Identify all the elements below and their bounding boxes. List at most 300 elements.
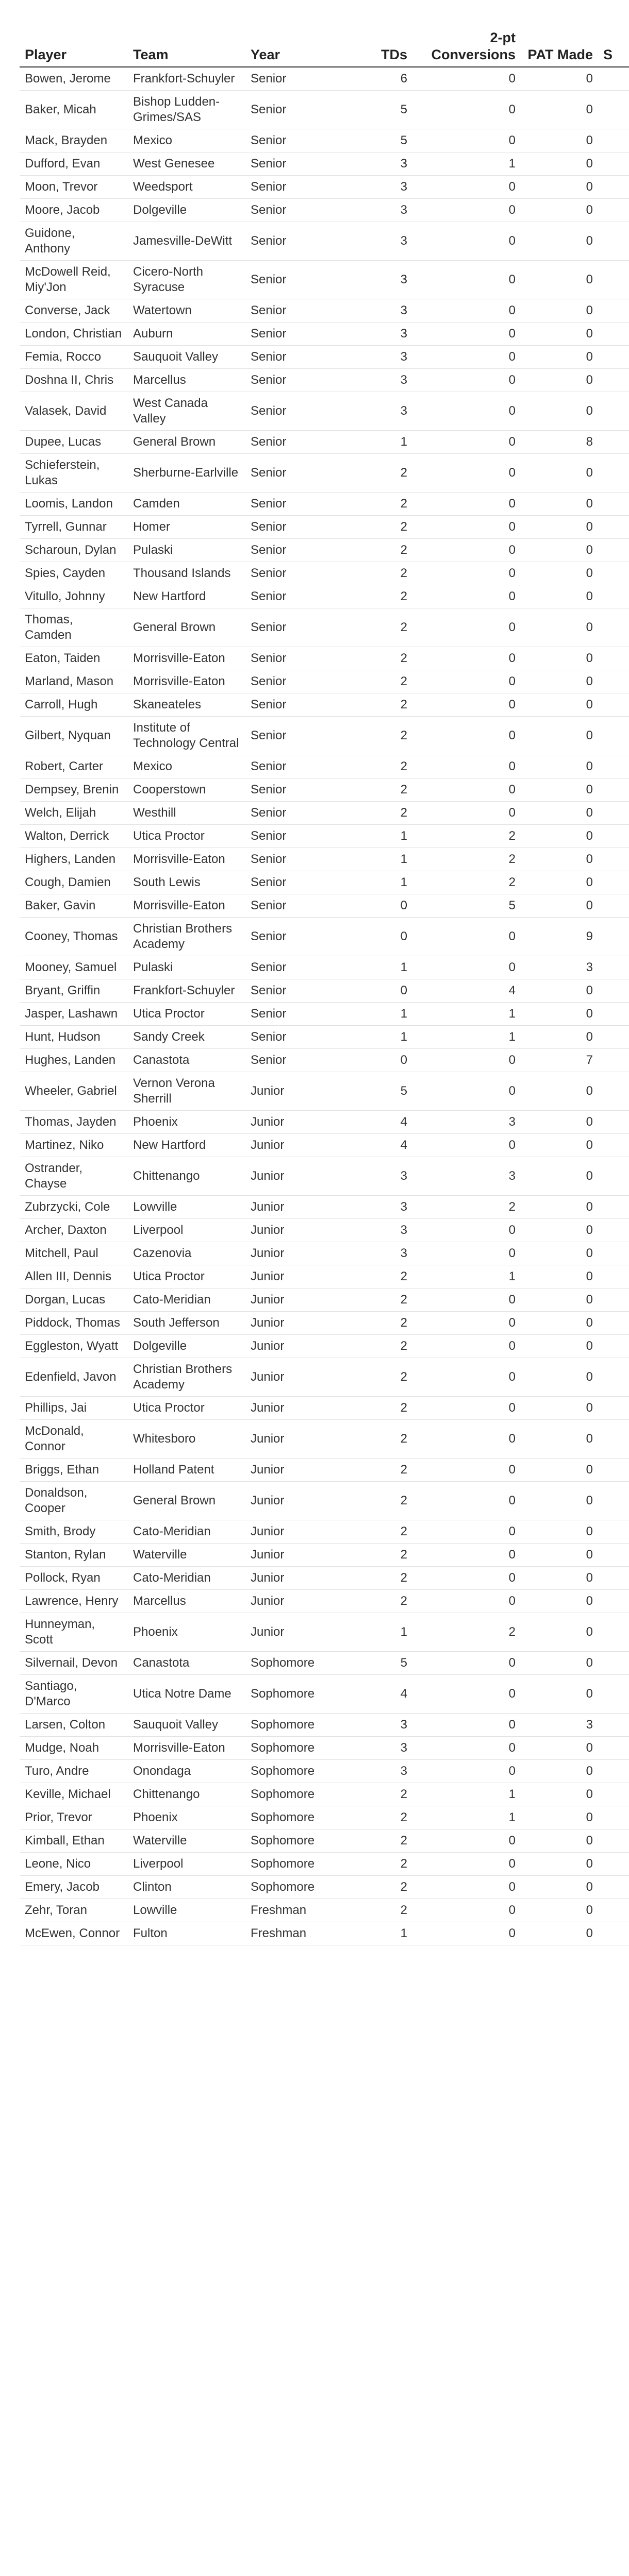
table-row	[20, 454, 629, 493]
table-row	[20, 1397, 629, 1420]
cell-pat: 0	[521, 369, 598, 392]
cell-player: Dufford, Evan	[20, 152, 128, 176]
table-row	[20, 1312, 629, 1335]
cell-team: Cato-Meridian	[128, 1289, 245, 1312]
cell-year: Senior	[245, 670, 351, 693]
cell-year: Junior	[245, 1265, 351, 1289]
cell-team: Waterville	[128, 1544, 245, 1567]
cell-year: Senior	[245, 894, 351, 918]
cell-year: Sophomore	[245, 1876, 351, 1899]
cell-conversions: 0	[412, 261, 521, 299]
table-row	[20, 1335, 629, 1358]
cell-team: General Brown	[128, 608, 245, 647]
cell-pat: 0	[521, 1420, 598, 1459]
cell-conversions: 3	[412, 1111, 521, 1134]
table-row	[20, 516, 629, 539]
column-header-pat[interactable]: PAT Made	[521, 21, 598, 67]
cell-year: Senior	[245, 369, 351, 392]
table-row	[20, 1806, 629, 1829]
cell-year: Senior	[245, 454, 351, 493]
cell-conversions: 1	[412, 1026, 521, 1049]
cell-extra	[598, 323, 629, 346]
cell-year: Sophomore	[245, 1806, 351, 1829]
table-row	[20, 91, 629, 129]
cell-extra	[598, 454, 629, 493]
cell-year: Senior	[245, 91, 351, 129]
cell-pat: 0	[521, 1482, 598, 1520]
cell-year: Senior	[245, 717, 351, 755]
cell-tds: 4	[351, 1675, 412, 1714]
cell-extra	[598, 802, 629, 825]
cell-extra	[598, 778, 629, 802]
cell-extra	[598, 67, 629, 91]
cell-player: Tyrrell, Gunnar	[20, 516, 128, 539]
cell-year: Sophomore	[245, 1829, 351, 1853]
cell-tds: 0	[351, 894, 412, 918]
cell-year: Senior	[245, 323, 351, 346]
cell-year: Junior	[245, 1289, 351, 1312]
cell-tds: 2	[351, 1567, 412, 1590]
cell-team: Mexico	[128, 755, 245, 778]
cell-extra	[598, 979, 629, 1003]
cell-player: Bryant, Griffin	[20, 979, 128, 1003]
cell-year: Sophomore	[245, 1760, 351, 1783]
table-row	[20, 1737, 629, 1760]
cell-pat: 0	[521, 199, 598, 222]
cell-team: Christian Brothers Academy	[128, 918, 245, 956]
cell-conversions: 0	[412, 585, 521, 608]
table-row	[20, 199, 629, 222]
cell-team: Dolgeville	[128, 1335, 245, 1358]
cell-tds: 2	[351, 1899, 412, 1922]
cell-tds: 2	[351, 1590, 412, 1613]
cell-conversions: 0	[412, 1459, 521, 1482]
cell-player: Highers, Landen	[20, 848, 128, 871]
cell-pat: 0	[521, 1899, 598, 1922]
cell-tds: 1	[351, 956, 412, 979]
cell-pat: 0	[521, 516, 598, 539]
column-header-conversions[interactable]: 2-pt Conversions	[412, 21, 521, 67]
cell-tds: 2	[351, 1265, 412, 1289]
cell-tds: 3	[351, 1760, 412, 1783]
cell-conversions: 0	[412, 1652, 521, 1675]
cell-extra	[598, 1760, 629, 1783]
cell-conversions: 1	[412, 1265, 521, 1289]
cell-extra	[598, 956, 629, 979]
cell-year: Senior	[245, 199, 351, 222]
column-header-player[interactable]: Player	[20, 21, 128, 67]
cell-player: Vitullo, Johnny	[20, 585, 128, 608]
cell-team: Cooperstown	[128, 778, 245, 802]
cell-year: Senior	[245, 392, 351, 431]
cell-extra	[598, 1420, 629, 1459]
cell-player: Robert, Carter	[20, 755, 128, 778]
cell-tds: 2	[351, 1806, 412, 1829]
cell-player: Donaldson, Cooper	[20, 1482, 128, 1520]
cell-conversions: 0	[412, 1544, 521, 1567]
cell-pat: 0	[521, 1760, 598, 1783]
cell-player: Cooney, Thomas	[20, 918, 128, 956]
cell-tds: 4	[351, 1134, 412, 1157]
cell-player: Allen III, Dennis	[20, 1265, 128, 1289]
table-row	[20, 608, 629, 647]
cell-tds: 5	[351, 1652, 412, 1675]
table-row	[20, 1783, 629, 1806]
cell-conversions: 0	[412, 299, 521, 323]
table-row	[20, 802, 629, 825]
cell-extra	[598, 848, 629, 871]
cell-tds: 3	[351, 346, 412, 369]
cell-year: Senior	[245, 647, 351, 670]
table-row	[20, 1876, 629, 1899]
table-row	[20, 1003, 629, 1026]
cell-tds: 1	[351, 1003, 412, 1026]
cell-player: Bowen, Jerome	[20, 67, 128, 91]
cell-player: Femia, Rocco	[20, 346, 128, 369]
cell-conversions: 0	[412, 1397, 521, 1420]
cell-conversions: 1	[412, 1783, 521, 1806]
cell-tds: 1	[351, 848, 412, 871]
cell-pat: 0	[521, 1876, 598, 1899]
cell-tds: 1	[351, 871, 412, 894]
cell-tds: 3	[351, 1196, 412, 1219]
column-header-year[interactable]: Year	[245, 21, 351, 67]
cell-extra	[598, 392, 629, 431]
cell-player: Mooney, Samuel	[20, 956, 128, 979]
cell-tds: 2	[351, 1420, 412, 1459]
cell-player: Mitchell, Paul	[20, 1242, 128, 1265]
cell-year: Senior	[245, 539, 351, 562]
cell-pat: 0	[521, 1806, 598, 1829]
cell-extra	[598, 1613, 629, 1652]
cell-team: Lowville	[128, 1899, 245, 1922]
cell-conversions: 0	[412, 1760, 521, 1783]
cell-year: Senior	[245, 346, 351, 369]
cell-pat: 0	[521, 1459, 598, 1482]
cell-team: Camden	[128, 493, 245, 516]
cell-pat: 0	[521, 1853, 598, 1876]
cell-extra	[598, 129, 629, 152]
cell-pat: 0	[521, 1003, 598, 1026]
cell-player: Walton, Derrick	[20, 825, 128, 848]
cell-conversions: 0	[412, 1335, 521, 1358]
cell-tds: 1	[351, 1613, 412, 1652]
cell-year: Senior	[245, 871, 351, 894]
cell-conversions: 0	[412, 562, 521, 585]
cell-pat: 0	[521, 1675, 598, 1714]
cell-team: Liverpool	[128, 1853, 245, 1876]
cell-year: Senior	[245, 299, 351, 323]
cell-conversions: 0	[412, 493, 521, 516]
cell-pat: 0	[521, 454, 598, 493]
cell-player: Cough, Damien	[20, 871, 128, 894]
table-body	[20, 67, 629, 1945]
column-header-extra[interactable]: S	[598, 21, 629, 67]
table-row	[20, 1242, 629, 1265]
cell-year: Junior	[245, 1134, 351, 1157]
cell-tds: 1	[351, 825, 412, 848]
table-row	[20, 392, 629, 431]
cell-player: Carroll, Hugh	[20, 693, 128, 717]
cell-player: Lawrence, Henry	[20, 1590, 128, 1613]
cell-conversions: 0	[412, 1420, 521, 1459]
cell-player: Hunneyman, Scott	[20, 1613, 128, 1652]
cell-pat: 0	[521, 493, 598, 516]
cell-conversions: 0	[412, 956, 521, 979]
header-row	[20, 21, 629, 67]
column-header-team[interactable]: Team	[128, 21, 245, 67]
cell-tds: 3	[351, 392, 412, 431]
cell-team: Phoenix	[128, 1111, 245, 1134]
cell-player: Converse, Jack	[20, 299, 128, 323]
cell-tds: 3	[351, 1242, 412, 1265]
cell-team: Cato-Meridian	[128, 1567, 245, 1590]
cell-tds: 2	[351, 1312, 412, 1335]
cell-conversions: 0	[412, 717, 521, 755]
cell-extra	[598, 91, 629, 129]
cell-year: Senior	[245, 1003, 351, 1026]
cell-pat: 0	[521, 670, 598, 693]
cell-conversions: 0	[412, 1049, 521, 1072]
table-row	[20, 299, 629, 323]
cell-pat: 0	[521, 152, 598, 176]
cell-year: Junior	[245, 1157, 351, 1196]
cell-extra	[598, 1482, 629, 1520]
cell-extra	[598, 1358, 629, 1397]
table-row	[20, 1899, 629, 1922]
cell-team: Morrisville-Eaton	[128, 894, 245, 918]
cell-conversions: 0	[412, 323, 521, 346]
cell-team: Sauquoit Valley	[128, 1714, 245, 1737]
cell-conversions: 2	[412, 848, 521, 871]
cell-extra	[598, 562, 629, 585]
table-row	[20, 152, 629, 176]
cell-tds: 2	[351, 516, 412, 539]
table-row	[20, 956, 629, 979]
cell-conversions: 0	[412, 91, 521, 129]
cell-extra	[598, 1026, 629, 1049]
cell-player: Loomis, Landon	[20, 493, 128, 516]
table-row	[20, 1675, 629, 1714]
cell-team: Utica Proctor	[128, 1003, 245, 1026]
table-row	[20, 1590, 629, 1613]
cell-player: Thomas, Camden	[20, 608, 128, 647]
table-row	[20, 1111, 629, 1134]
cell-pat: 8	[521, 431, 598, 454]
cell-tds: 2	[351, 670, 412, 693]
cell-conversions: 0	[412, 516, 521, 539]
cell-team: Frankfort-Schuyler	[128, 67, 245, 91]
cell-tds: 2	[351, 608, 412, 647]
cell-extra	[598, 1783, 629, 1806]
cell-conversions: 4	[412, 979, 521, 1003]
cell-conversions: 0	[412, 1922, 521, 1945]
cell-team: Watertown	[128, 299, 245, 323]
cell-tds: 6	[351, 67, 412, 91]
cell-tds: 2	[351, 1783, 412, 1806]
cell-team: Clinton	[128, 1876, 245, 1899]
cell-player: Emery, Jacob	[20, 1876, 128, 1899]
cell-conversions: 0	[412, 1675, 521, 1714]
cell-conversions: 0	[412, 369, 521, 392]
cell-year: Sophomore	[245, 1737, 351, 1760]
cell-year: Junior	[245, 1196, 351, 1219]
cell-extra	[598, 1829, 629, 1853]
cell-player: Baker, Gavin	[20, 894, 128, 918]
cell-year: Senior	[245, 778, 351, 802]
cell-conversions: 0	[412, 1520, 521, 1544]
table-row	[20, 1049, 629, 1072]
cell-conversions: 0	[412, 431, 521, 454]
cell-tds: 3	[351, 1737, 412, 1760]
cell-pat: 0	[521, 1219, 598, 1242]
cell-extra	[598, 755, 629, 778]
table-row	[20, 261, 629, 299]
table-row	[20, 871, 629, 894]
cell-pat: 0	[521, 1397, 598, 1420]
cell-team: New Hartford	[128, 1134, 245, 1157]
cell-tds: 3	[351, 1219, 412, 1242]
cell-extra	[598, 199, 629, 222]
cell-extra	[598, 493, 629, 516]
cell-extra	[598, 647, 629, 670]
cell-extra	[598, 1397, 629, 1420]
cell-player: Leone, Nico	[20, 1853, 128, 1876]
cell-year: Senior	[245, 176, 351, 199]
cell-conversions: 0	[412, 1590, 521, 1613]
cell-player: Phillips, Jai	[20, 1397, 128, 1420]
cell-tds: 2	[351, 454, 412, 493]
cell-year: Senior	[245, 1026, 351, 1049]
cell-extra	[598, 1899, 629, 1922]
cell-team: Thousand Islands	[128, 562, 245, 585]
cell-extra	[598, 1737, 629, 1760]
cell-extra	[598, 1003, 629, 1026]
cell-tds: 2	[351, 1289, 412, 1312]
cell-tds: 0	[351, 918, 412, 956]
cell-pat: 0	[521, 802, 598, 825]
cell-extra	[598, 1714, 629, 1737]
cell-year: Senior	[245, 979, 351, 1003]
cell-conversions: 0	[412, 346, 521, 369]
cell-team: Bishop Ludden-Grimes/SAS	[128, 91, 245, 129]
cell-extra	[598, 299, 629, 323]
cell-player: Marland, Mason	[20, 670, 128, 693]
cell-player: Baker, Micah	[20, 91, 128, 129]
cell-conversions: 2	[412, 825, 521, 848]
cell-year: Senior	[245, 693, 351, 717]
cell-conversions: 0	[412, 539, 521, 562]
cell-pat: 0	[521, 222, 598, 261]
cell-conversions: 0	[412, 1242, 521, 1265]
table-row	[20, 670, 629, 693]
cell-extra	[598, 1049, 629, 1072]
cell-pat: 0	[521, 392, 598, 431]
cell-year: Senior	[245, 755, 351, 778]
stats-table	[20, 21, 629, 1945]
table-row	[20, 1829, 629, 1853]
cell-team: Pulaski	[128, 539, 245, 562]
cell-tds: 3	[351, 323, 412, 346]
cell-player: Smith, Brody	[20, 1520, 128, 1544]
table-row	[20, 67, 629, 91]
cell-tds: 0	[351, 1049, 412, 1072]
cell-player: McDowell Reid, Miy'Jon	[20, 261, 128, 299]
cell-player: Hunt, Hudson	[20, 1026, 128, 1049]
table-row	[20, 1358, 629, 1397]
cell-pat: 0	[521, 91, 598, 129]
table-row	[20, 1265, 629, 1289]
cell-tds: 3	[351, 369, 412, 392]
cell-pat: 0	[521, 1520, 598, 1544]
cell-extra	[598, 608, 629, 647]
cell-pat: 0	[521, 894, 598, 918]
cell-pat: 0	[521, 1312, 598, 1335]
table-row	[20, 918, 629, 956]
cell-conversions: 3	[412, 1157, 521, 1196]
cell-pat: 0	[521, 717, 598, 755]
cell-team: General Brown	[128, 1482, 245, 1520]
cell-pat: 0	[521, 1134, 598, 1157]
cell-team: Vernon Verona Sherrill	[128, 1072, 245, 1111]
table-row	[20, 1196, 629, 1219]
cell-year: Junior	[245, 1567, 351, 1590]
cell-team: Chittenango	[128, 1157, 245, 1196]
cell-pat: 0	[521, 299, 598, 323]
table-row	[20, 894, 629, 918]
cell-player: London, Christian	[20, 323, 128, 346]
cell-tds: 2	[351, 693, 412, 717]
cell-team: West Genesee	[128, 152, 245, 176]
cell-conversions: 0	[412, 1358, 521, 1397]
cell-pat: 0	[521, 1590, 598, 1613]
cell-team: West Canada Valley	[128, 392, 245, 431]
cell-tds: 4	[351, 1111, 412, 1134]
cell-pat: 0	[521, 1196, 598, 1219]
cell-pat: 0	[521, 1829, 598, 1853]
cell-year: Freshman	[245, 1899, 351, 1922]
cell-team: Christian Brothers Academy	[128, 1358, 245, 1397]
cell-team: Skaneateles	[128, 693, 245, 717]
cell-pat: 0	[521, 1613, 598, 1652]
cell-conversions: 2	[412, 871, 521, 894]
cell-tds: 2	[351, 717, 412, 755]
cell-player: Briggs, Ethan	[20, 1459, 128, 1482]
cell-conversions: 0	[412, 1482, 521, 1520]
table-row	[20, 825, 629, 848]
cell-team: Chittenango	[128, 1783, 245, 1806]
cell-team: Marcellus	[128, 1590, 245, 1613]
cell-extra	[598, 1242, 629, 1265]
cell-team: South Lewis	[128, 871, 245, 894]
cell-extra	[598, 1520, 629, 1544]
cell-year: Senior	[245, 431, 351, 454]
column-header-tds[interactable]: TDs	[351, 21, 412, 67]
cell-year: Junior	[245, 1520, 351, 1544]
cell-extra	[598, 1590, 629, 1613]
cell-pat: 0	[521, 608, 598, 647]
cell-player: Ostrander, Chayse	[20, 1157, 128, 1196]
cell-year: Senior	[245, 956, 351, 979]
cell-pat: 0	[521, 346, 598, 369]
cell-conversions: 0	[412, 1737, 521, 1760]
cell-player: Kimball, Ethan	[20, 1829, 128, 1853]
cell-pat: 0	[521, 1157, 598, 1196]
cell-pat: 0	[521, 1737, 598, 1760]
table-row	[20, 1026, 629, 1049]
cell-player: Jasper, Lashawn	[20, 1003, 128, 1026]
table-header	[20, 21, 629, 67]
